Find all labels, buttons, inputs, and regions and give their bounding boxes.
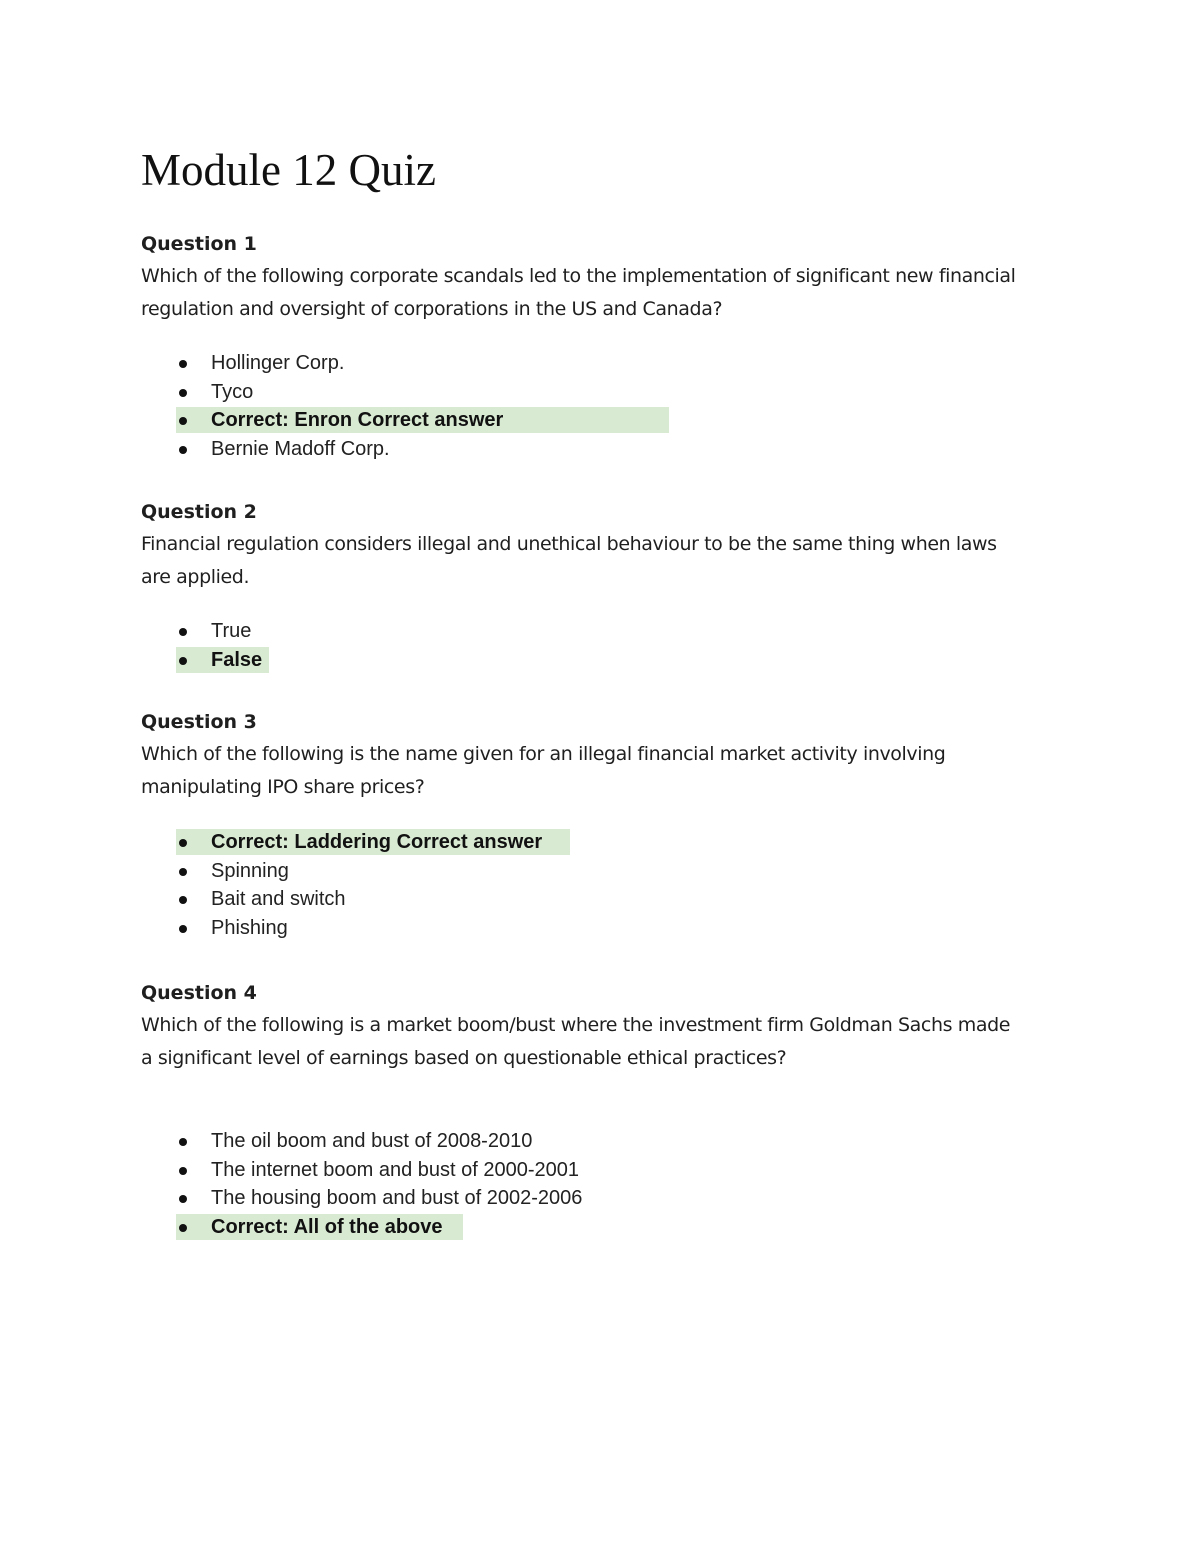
answer-options <box>141 1127 1071 1242</box>
answer-option-label: Bernie Madoff Corp. <box>211 438 390 461</box>
answer-option <box>141 435 1071 464</box>
answer-option <box>141 1184 1071 1213</box>
answer-option <box>141 617 1071 646</box>
question-text-line: are applied. <box>141 565 250 588</box>
bullet-icon <box>179 925 187 933</box>
question-text-line: Which of the following is the name given for an illegal financial market activity involving <box>141 743 946 765</box>
answer-option-label: The housing boom and bust of 2002-2006 <box>211 1187 583 1210</box>
question-heading: Question 1 <box>141 233 257 255</box>
question-text <box>141 738 1071 803</box>
question-text <box>141 1009 1071 1074</box>
bullet-icon <box>179 839 187 847</box>
question-3 <box>141 706 1071 943</box>
answer-options <box>141 349 1071 464</box>
bullet-icon <box>179 1195 187 1203</box>
answer-option <box>141 349 1071 378</box>
question-heading: Question 2 <box>141 501 257 523</box>
answer-option-label: Hollinger Corp. <box>211 352 345 374</box>
question-text-line: manipulating IPO share prices? <box>141 775 425 798</box>
answer-option-label: The internet boom and bust of 2000-2001 <box>211 1158 580 1181</box>
question-text-line: regulation and oversight of corporations in the US and Canada? <box>141 297 723 320</box>
question-text-line: Which of the following is a market boom/bust where the investment firm Goldman Sachs made <box>141 1014 1011 1036</box>
correct-answer-option <box>141 406 1071 435</box>
answer-options <box>141 617 1071 674</box>
bullet-icon <box>179 360 187 368</box>
answer-option-label: Tyco <box>211 380 254 403</box>
question-1 <box>141 228 1071 464</box>
answer-option <box>141 1156 1071 1185</box>
question-text <box>141 528 1071 593</box>
question-heading: Question 4 <box>141 982 257 1004</box>
bullet-icon <box>179 1224 187 1232</box>
answer-option <box>141 378 1071 407</box>
bullet-icon <box>179 446 187 454</box>
page-title: Module 12 Quiz <box>141 145 436 195</box>
bullet-icon <box>179 628 187 636</box>
bullet-icon <box>179 868 187 876</box>
answer-option <box>141 914 1071 943</box>
bullet-icon <box>179 1138 187 1146</box>
question-2 <box>141 496 1071 674</box>
correct-answer-option <box>141 828 1071 857</box>
answer-option-label: Bait and switch <box>211 888 346 911</box>
answer-option-label: The oil boom and bust of 2008-2010 <box>211 1130 533 1152</box>
question-text <box>141 260 1071 325</box>
document-page <box>141 0 1071 1553</box>
answer-option <box>141 1127 1071 1156</box>
question-4 <box>141 977 1071 1242</box>
question-text-line: a significant level of earnings based on questionable ethical practices? <box>141 1046 787 1069</box>
answer-option <box>141 885 1071 914</box>
answer-option-label: Correct: Enron Correct answer <box>211 409 504 432</box>
answer-option-label: Phishing <box>211 917 288 940</box>
answer-option-label: False <box>211 648 263 671</box>
answer-option <box>141 857 1071 886</box>
question-text-line: Financial regulation considers illegal and unethical behaviour to be the same thing when laws <box>141 533 997 555</box>
question-heading: Question 3 <box>141 711 257 733</box>
correct-answer-option <box>141 1213 1071 1242</box>
question-text-line: Which of the following corporate scandals led to the implementation of significant new financial <box>141 265 1016 287</box>
bullet-icon <box>179 389 187 397</box>
answer-option-label: Spinning <box>211 859 289 882</box>
correct-answer-option <box>141 646 1071 675</box>
answer-option-label: True <box>211 620 252 642</box>
answer-options <box>141 828 1071 943</box>
bullet-icon <box>179 896 187 904</box>
bullet-icon <box>179 657 187 665</box>
bullet-icon <box>179 1167 187 1175</box>
answer-option-label: Correct: All of the above <box>211 1216 443 1239</box>
answer-option-label: Correct: Laddering Correct answer <box>211 831 543 853</box>
